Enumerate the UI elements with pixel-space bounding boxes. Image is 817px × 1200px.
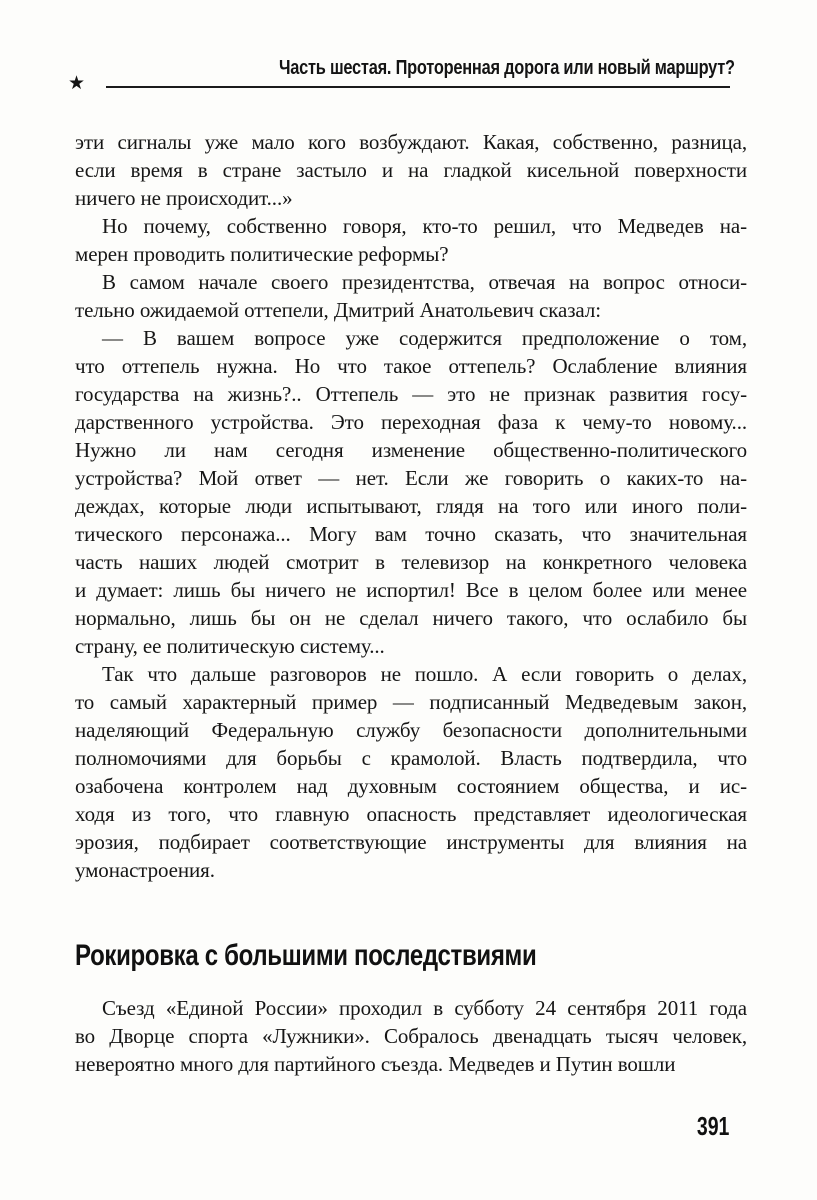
text-line: Но почему, собственно говоря, кто-то решил, что Медведев на- — [102, 214, 747, 238]
text-line: невероятно много для партийного съезда. Медведев и Путин вошли — [75, 1052, 676, 1076]
text-line: эти сигналы уже мало кого возбуждают. Какая, собственно, разница, — [75, 130, 747, 154]
body-text-upper — [75, 128, 747, 884]
text-line: озабочена контролем над духовным состоянием общества, и ис- — [75, 774, 747, 798]
star-icon: ★ — [68, 72, 86, 94]
text-line: и думает: лишь бы ничего не испортил! Все в целом более или менее — [75, 578, 747, 602]
text-line: устройства? Мой ответ — нет. Если же говорить о каких-то на- — [75, 466, 747, 490]
text-line: наделяющий Федеральную службу безопасности дополнительными — [75, 718, 747, 742]
text-line: полномочиями для борьбы с крамолой. Власть подтвердила, что — [75, 746, 747, 770]
text-line: дарственного устройства. Это переходная фаза к чему-то новому... — [75, 410, 747, 434]
running-header-title: Часть шестая. Проторенная дорога или новый маршрут? — [279, 56, 735, 79]
section-heading-text: Рокировка с большими последствиями — [75, 939, 537, 972]
text-line: во Дворце спорта «Лужники». Собралось двенадцать тысяч человек, — [75, 1024, 747, 1048]
paragraph — [75, 268, 747, 324]
text-line: ходя из того, что главную опасность представляет идеологическая — [75, 802, 747, 826]
text-line: Так что дальше разговоров не пошло. А если говорить о делах, — [102, 662, 747, 686]
page-number: 391 — [696, 1111, 729, 1141]
text-line: тельно ожидаемой оттепели, Дмитрий Анатольевич сказал: — [75, 298, 601, 322]
text-line: — В вашем вопросе уже содержится предположение о том, — [102, 326, 747, 350]
section-heading — [75, 938, 652, 974]
text-line: страну, ее политическую систему... — [75, 634, 385, 658]
text-line: нормально, лишь бы он не сделал ничего такого, что ослабило бы — [75, 606, 747, 630]
text-line: что оттепель нужна. Но что такое оттепель? Ослабление влияния — [75, 354, 747, 378]
paragraph — [75, 128, 747, 212]
paragraph — [75, 324, 747, 660]
text-line: Нужно ли нам сегодня изменение общественно-политического — [75, 438, 747, 462]
text-line: тического персонажа... Могу вам точно сказать, что значительная — [75, 522, 747, 546]
text-line: государства на жизнь?.. Оттепель — это не признак развития госу- — [75, 382, 747, 406]
text-line: часть наших людей смотрит в телевизор на конкретного человека — [75, 550, 747, 574]
header-rule — [106, 86, 730, 88]
text-line: то самый характерный пример — подписанный Медведевым закон, — [75, 690, 747, 714]
body-text-lower — [75, 994, 747, 1078]
text-line: умонастроения. — [75, 858, 215, 882]
text-line: эрозия, подбирает соответствующие инструменты для влияния на — [75, 830, 747, 854]
text-line: деждах, которые люди испытывают, глядя на того или иного поли- — [75, 494, 747, 518]
text-line: мерен проводить политические реформы? — [75, 242, 449, 266]
text-line: Съезд «Единой России» проходил в субботу 24 сентября 2011 года — [102, 996, 747, 1020]
text-line: В самом начале своего президентства, отвечая на вопрос относи- — [102, 270, 747, 294]
paragraph — [75, 212, 747, 268]
paragraph — [75, 660, 747, 884]
text-line: если время в стране застыло и на гладкой кисельной поверхности — [75, 158, 747, 182]
text-line: ничего не происходит...» — [75, 186, 293, 210]
paragraph — [75, 994, 747, 1078]
